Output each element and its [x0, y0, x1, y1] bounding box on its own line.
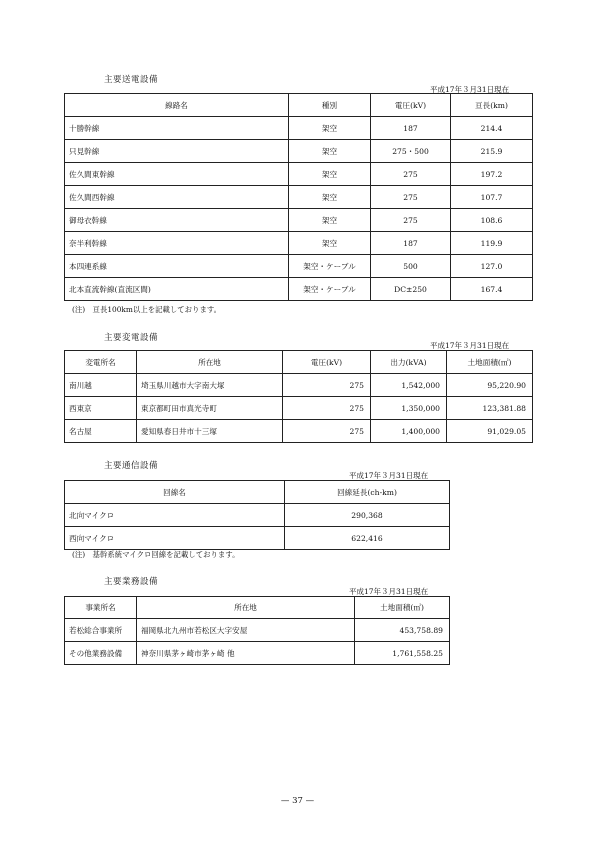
table-row — [65, 278, 533, 301]
cell: 1,761,558.25 — [355, 642, 450, 665]
col-header: 土地面積(㎡) — [355, 597, 450, 619]
cell: 佐久間東幹線 — [65, 163, 289, 186]
col-header: 変電所名 — [65, 351, 137, 374]
table-row — [65, 642, 450, 665]
communication-asof: 平成17年３月31日現在 — [349, 471, 429, 480]
col-header: 種別 — [289, 94, 371, 117]
cell: 119.9 — [451, 232, 533, 255]
cell: 187 — [371, 232, 451, 255]
table-row — [65, 397, 533, 420]
table-row — [65, 186, 533, 209]
cell: 架空 — [289, 140, 371, 163]
cell: 107.7 — [451, 186, 533, 209]
substation-title: 主要変電設備 — [104, 333, 159, 343]
cell: 167.4 — [451, 278, 533, 301]
cell: 1,400,000 — [371, 420, 447, 443]
cell: 愛知県春日井市十三塚 — [137, 420, 283, 443]
col-header: 土地面積(㎡) — [447, 351, 533, 374]
cell: 197.2 — [451, 163, 533, 186]
substation-asof: 平成17年３月31日現在 — [430, 341, 510, 350]
transmission-asof: 平成17年３月31日現在 — [430, 85, 510, 94]
business-table — [64, 596, 450, 665]
table-row — [65, 420, 533, 443]
cell: 架空・ケーブル — [289, 278, 371, 301]
table-row — [65, 140, 533, 163]
cell: 95,220.90 — [447, 374, 533, 397]
cell: 275 — [283, 420, 371, 443]
communication-title: 主要通信設備 — [104, 461, 159, 471]
cell: 275 — [371, 163, 451, 186]
cell: 只見幹線 — [65, 140, 289, 163]
cell: 北向マイクロ — [65, 504, 285, 527]
cell: 御母衣幹線 — [65, 209, 289, 232]
table-row — [65, 527, 450, 550]
cell: 架空 — [289, 163, 371, 186]
cell: 275・500 — [371, 140, 451, 163]
cell: 奈半利幹線 — [65, 232, 289, 255]
cell: 東京都町田市真光寺町 — [137, 397, 283, 420]
cell: 北本直流幹線(直流区間) — [65, 278, 289, 301]
cell: 本四連系線 — [65, 255, 289, 278]
cell: 福岡県北九州市若松区大字安屋 — [137, 619, 355, 642]
cell: 名古屋 — [65, 420, 137, 443]
table-row — [65, 163, 533, 186]
cell: 108.6 — [451, 209, 533, 232]
table-row — [65, 209, 533, 232]
cell: 500 — [371, 255, 451, 278]
cell: 290,368 — [285, 504, 450, 527]
cell: 622,416 — [285, 527, 450, 550]
cell: 275 — [371, 209, 451, 232]
cell: 214.4 — [451, 117, 533, 140]
communication-table — [64, 480, 450, 550]
table-row — [65, 232, 533, 255]
cell: 1,542,000 — [371, 374, 447, 397]
col-header: 電圧(kV) — [283, 351, 371, 374]
cell: 91,029.05 — [447, 420, 533, 443]
col-header: 亘長(km) — [451, 94, 533, 117]
col-header: 線路名 — [65, 94, 289, 117]
cell: 453,758.89 — [355, 619, 450, 642]
table-row — [65, 374, 533, 397]
cell: 215.9 — [451, 140, 533, 163]
cell: 架空 — [289, 117, 371, 140]
table-row — [65, 117, 533, 140]
cell: 佐久間西幹線 — [65, 186, 289, 209]
col-header: 事業所名 — [65, 597, 137, 619]
cell: その他業務設備 — [65, 642, 137, 665]
cell: 275 — [283, 397, 371, 420]
col-header: 電圧(kV) — [371, 94, 451, 117]
cell: 187 — [371, 117, 451, 140]
cell: 275 — [371, 186, 451, 209]
cell: 123,381.88 — [447, 397, 533, 420]
cell: 南川越 — [65, 374, 137, 397]
col-header: 回線延長(ch-km) — [285, 481, 450, 504]
col-header: 所在地 — [137, 597, 355, 619]
col-header: 回線名 — [65, 481, 285, 504]
cell: 架空 — [289, 209, 371, 232]
cell: DC±250 — [371, 278, 451, 301]
transmission-note: (注) 亘長100km以上を記載しております。 — [72, 305, 222, 314]
cell: 若松総合事業所 — [65, 619, 137, 642]
cell: 架空 — [289, 232, 371, 255]
cell: 275 — [283, 374, 371, 397]
cell: 西向マイクロ — [65, 527, 285, 550]
business-asof: 平成17年３月31日現在 — [349, 587, 429, 596]
transmission-title: 主要送電設備 — [104, 75, 159, 85]
table-row — [65, 255, 533, 278]
cell: 埼玉県川越市大字南大塚 — [137, 374, 283, 397]
communication-note: (注) 基幹系統マイクロ回線を記載しております。 — [72, 550, 240, 559]
cell: 十勝幹線 — [65, 117, 289, 140]
substation-table — [64, 350, 533, 443]
cell: 1,350,000 — [371, 397, 447, 420]
cell: 西東京 — [65, 397, 137, 420]
table-row — [65, 504, 450, 527]
cell: 127.0 — [451, 255, 533, 278]
transmission-table — [64, 93, 533, 301]
business-title: 主要業務設備 — [104, 577, 159, 587]
col-header: 出力(kVA) — [371, 351, 447, 374]
cell: 架空 — [289, 186, 371, 209]
col-header: 所在地 — [137, 351, 283, 374]
page-number: — 37 — — [280, 796, 315, 806]
cell: 神奈川県茅ヶ崎市茅ヶ崎 他 — [137, 642, 355, 665]
cell: 架空・ケーブル — [289, 255, 371, 278]
table-row — [65, 619, 450, 642]
